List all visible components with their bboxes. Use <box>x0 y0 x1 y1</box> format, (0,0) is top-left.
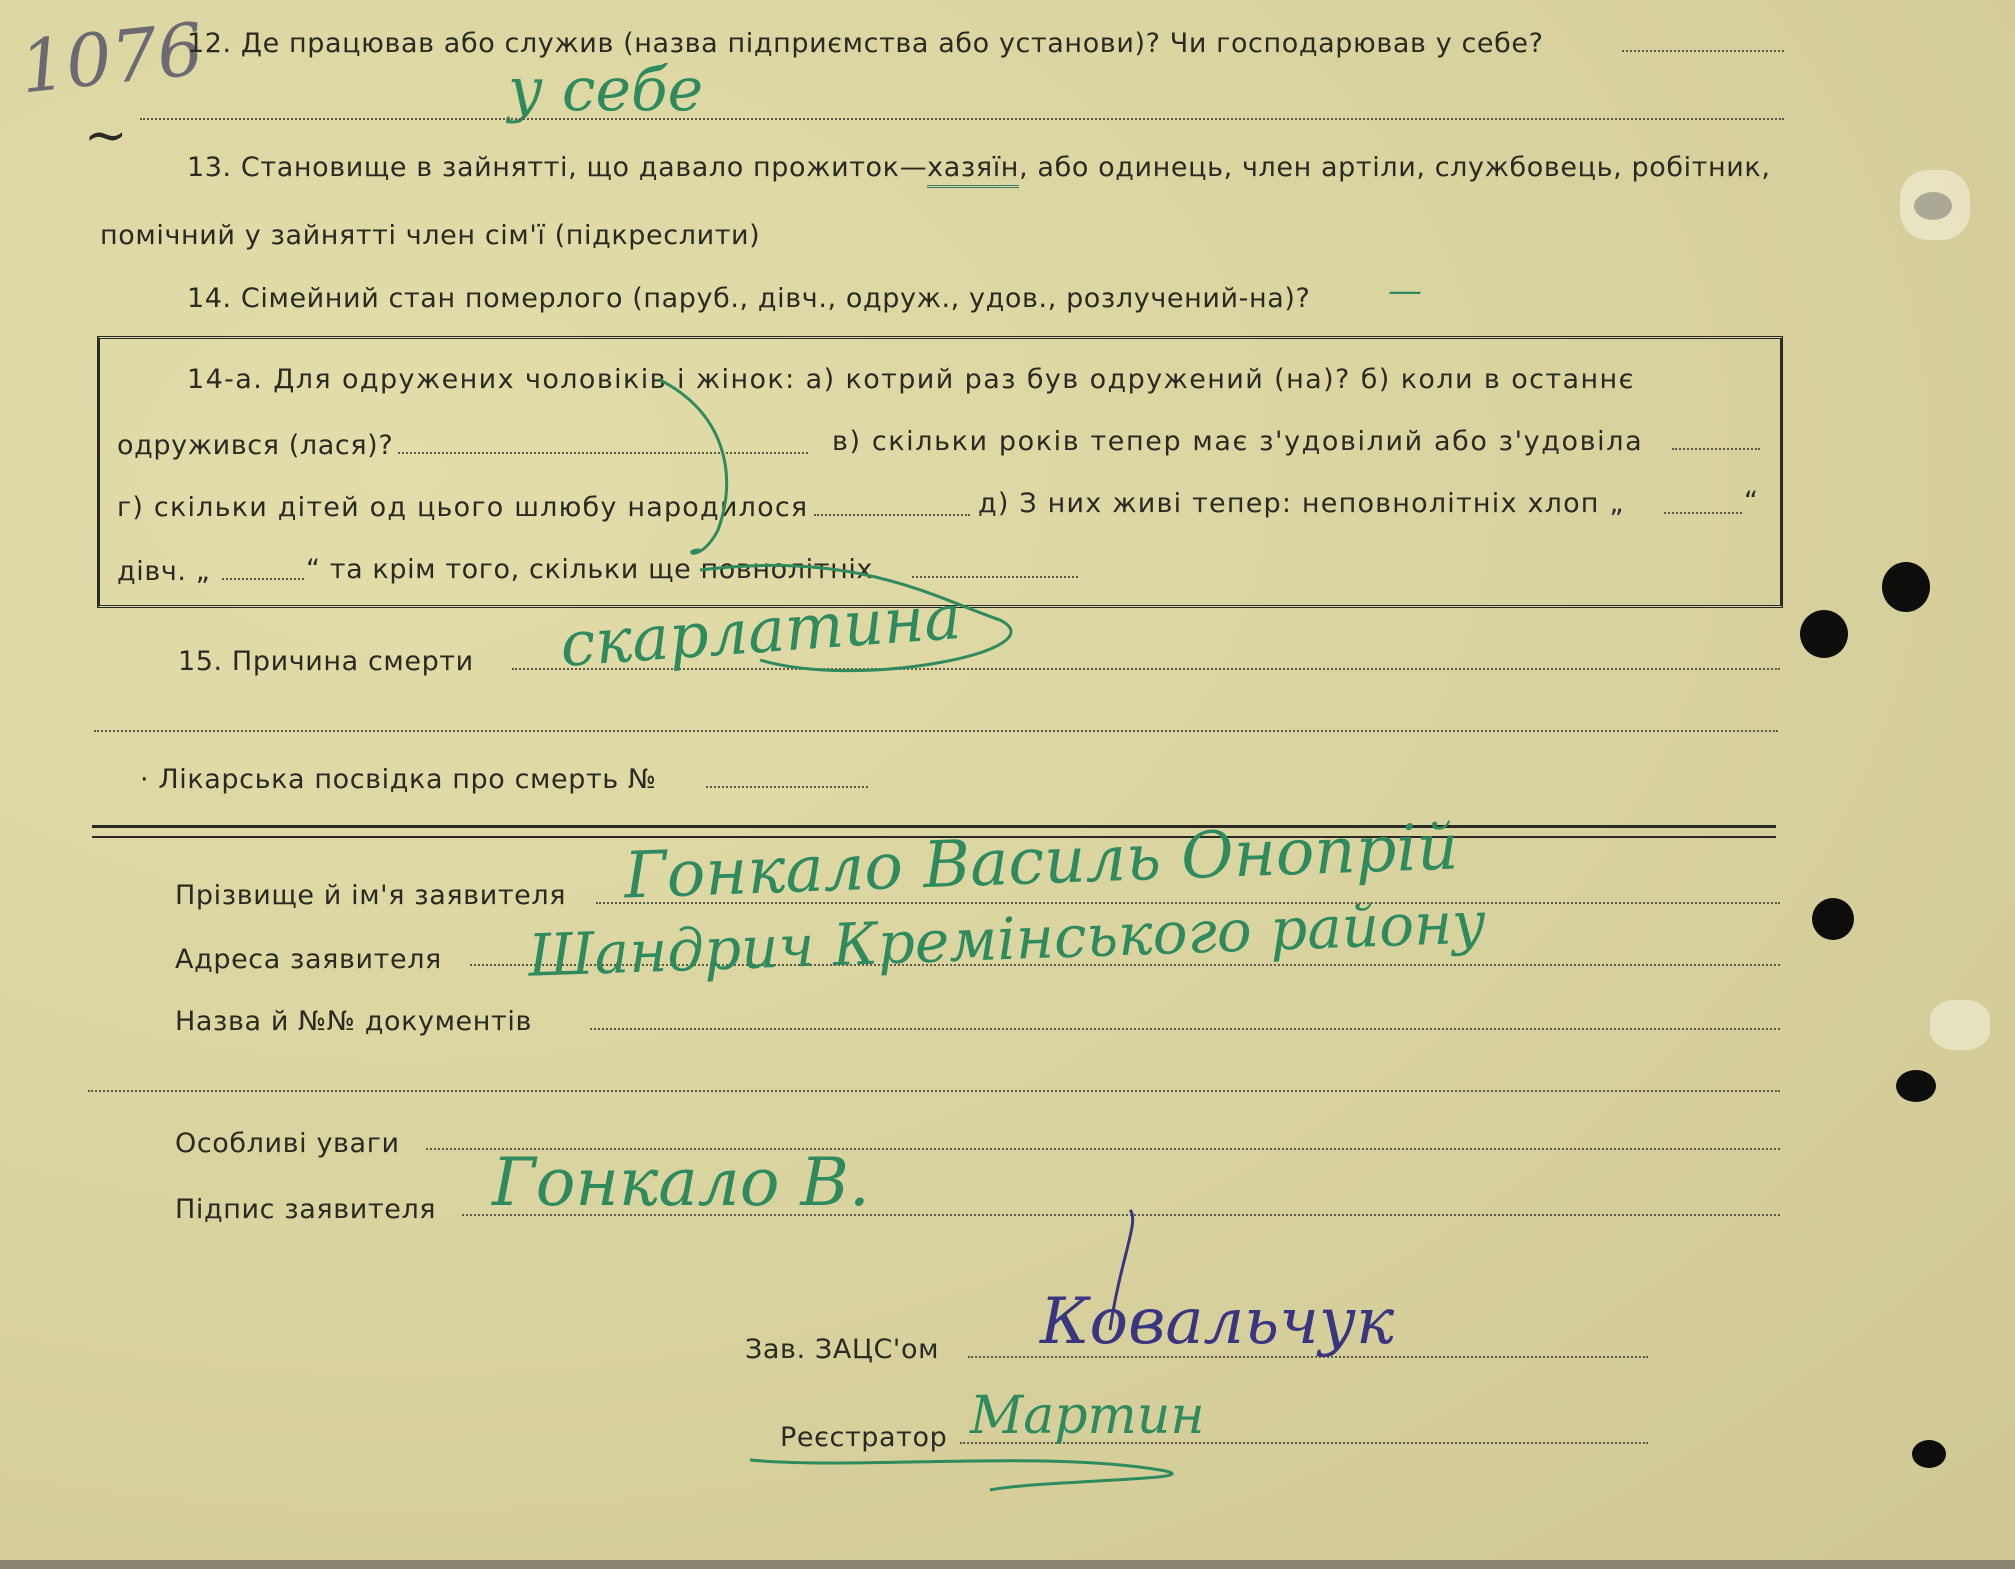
q13-line2: помічний у зайнятті член сім'ї (підкреслити) <box>100 220 761 251</box>
bottom-edge-strip <box>0 1560 2015 1569</box>
q14a-line4-a: дівч. „ <box>117 556 211 587</box>
medical-certificate-label: · Лікарська посвідка про смерть № <box>140 764 657 795</box>
registrar-label: Реєстратор <box>780 1422 948 1453</box>
q12-answer: у себе <box>508 55 704 125</box>
q15-answer: скарлатина <box>557 580 964 681</box>
q14-answer: — <box>1388 271 1422 311</box>
q14a-line4-b: “ та крім того, скільки ще повнолітніх <box>306 554 874 585</box>
q14a-line2-b: в) скільки років тепер має з'удовілий або з'удовіла <box>832 426 1644 457</box>
q15-second-line <box>94 730 1778 732</box>
applicant-signature-label: Підпис заявителя <box>175 1194 437 1225</box>
applicant-address-label: Адреса заявителя <box>175 944 442 975</box>
q14a-line3-b: д) З них живі тепер: неповнолітніх хлоп „ <box>978 488 1625 519</box>
registrar-flourish <box>740 1430 1260 1520</box>
registrar-signature: Мартин <box>970 1386 1205 1446</box>
q13-line1 <box>187 154 1771 181</box>
q13-text-before: 13. Становище в зайнятті, що давало прожиток— <box>187 152 928 183</box>
q14a-line2-fill-b <box>1672 448 1760 450</box>
q13-selected-owner: хазяїн <box>927 152 1019 188</box>
punch-hole-4 <box>1812 898 1854 940</box>
punch-hole-5 <box>1896 1070 1936 1102</box>
applicant-documents-line-2 <box>88 1090 1780 1092</box>
section-separator-top <box>92 825 1776 828</box>
applicant-documents-label: Назва й №№ документів <box>175 1006 532 1037</box>
q14a-line3-c: “ <box>1744 486 1759 517</box>
q15-label: 15. Причина смерти <box>178 646 474 677</box>
q14a-line2-a: одружився (лася)? <box>117 430 394 461</box>
q14a-line3-fill-b <box>1664 512 1742 514</box>
q13-text-after: , або одинець, член артіли, службовець, робітник, <box>1019 152 1771 183</box>
medical-certificate-fill-line <box>706 786 868 788</box>
head-signature-flourish <box>1080 1200 1240 1360</box>
applicant-name-label: Прізвище й ім'я заявителя <box>175 880 567 911</box>
head-registry-label: Зав. ЗАЦС'ом <box>745 1334 940 1365</box>
punch-hole-6 <box>1912 1440 1946 1468</box>
paper-tear-1 <box>1900 170 1970 240</box>
q14a-line4-fill-a <box>222 578 304 580</box>
q14a-line3-a: г) скільки дітей од цього шлюбу народилося <box>117 492 809 523</box>
punch-hole-2 <box>1882 562 1930 612</box>
special-notes-label: Особливі уваги <box>175 1128 400 1159</box>
head-registry-signature: Ковальчук <box>1040 1285 1395 1359</box>
applicant-name-value: Гонкало Василь Онопрій <box>622 810 1460 914</box>
q14-label: 14. Сімейний стан померлого (паруб., дівч., одруж., удов., розлучений-на)? <box>187 283 1311 314</box>
corner-number-mark: 1076 <box>16 6 208 110</box>
q12-answer-line <box>140 118 1784 120</box>
applicant-documents-line <box>590 1028 1780 1030</box>
paper-tear-2 <box>1930 1000 1990 1050</box>
q12-label: 12. Де працював або служив (назва підприємства або установи)? Чи господарював у себе? <box>187 28 1544 59</box>
applicant-signature-value: Гонкало В. <box>492 1144 870 1221</box>
punch-hole-3 <box>1800 610 1848 658</box>
q14a-line1: 14-а. Для одружених чоловіків і жінок: а) котрий раз був одружений (на)? б) коли в останнє <box>187 364 1635 395</box>
q12-fill-line <box>1622 50 1784 52</box>
q15-flourish <box>557 560 980 681</box>
applicant-address-value: Шандрич Кремінського району <box>527 888 1487 990</box>
corner-dash-mark: ~ <box>84 106 128 166</box>
